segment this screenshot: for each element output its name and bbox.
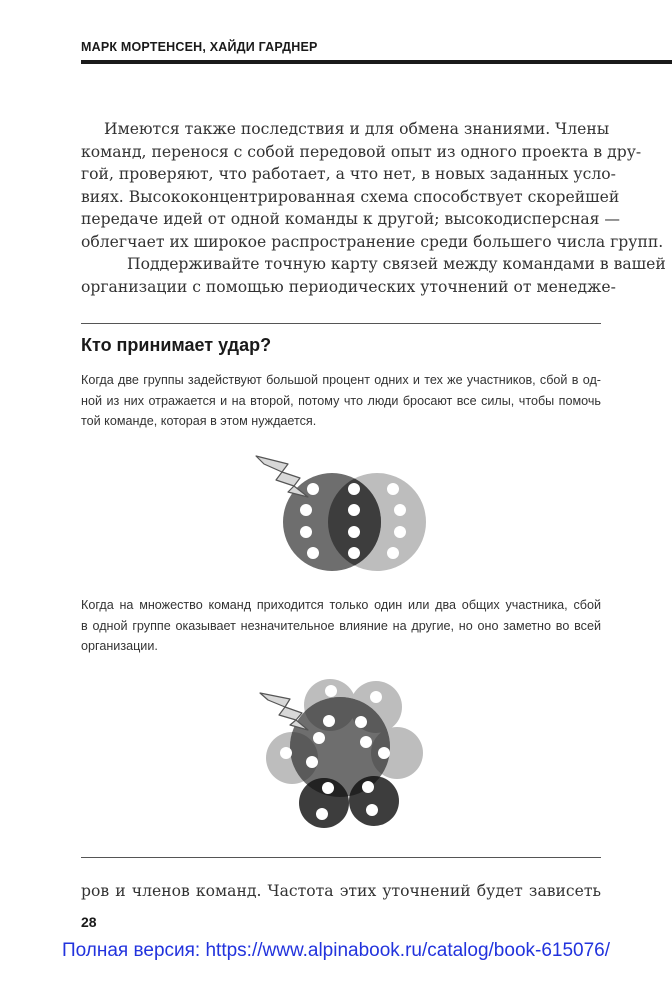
text-line: команд, перенося с собой передовой опыт из одного проекта в дру- — [81, 142, 642, 161]
text-line: ров и членов команд. Частота этих уточнений будет зависеть — [81, 882, 601, 900]
member-dot — [348, 547, 360, 559]
paragraph — [81, 253, 666, 276]
member-dot — [387, 547, 399, 559]
member-dot — [307, 483, 319, 495]
member-dot — [325, 685, 337, 697]
member-dot — [348, 483, 360, 495]
member-dot — [300, 526, 312, 538]
sidebar-title: Кто принимает удар? — [81, 335, 272, 355]
text-line: облегчает их широкое распространение среди большего числа групп. — [81, 232, 664, 251]
sidebar-top-rule — [81, 323, 601, 324]
running-head: МАРК МОРТЕНСЕН, ХАЙДИ ГАРДНЕР — [81, 40, 318, 54]
caption-line: ной из них отражается и на второй, потому что люди бросают все силы, чтобы помочь — [81, 393, 601, 408]
member-dot — [394, 526, 406, 538]
member-dot — [306, 756, 318, 768]
text-line: гой, проверяют, что работает, а что нет, в новых заданных усло- — [81, 165, 616, 183]
lightning-bolt-icon — [260, 693, 308, 730]
member-dot — [355, 716, 367, 728]
overlap-diagram-many-teams — [252, 675, 432, 835]
page-number: 28 — [81, 914, 97, 930]
caption-line: в одной группе оказывает незначительное влияние на другие, но оно заметно во всей — [81, 618, 601, 633]
member-dot — [360, 736, 372, 748]
member-dot — [378, 747, 390, 759]
sidebar-bottom-rule — [81, 857, 601, 858]
overlap-diagram-two-teams — [250, 450, 435, 575]
member-dot — [316, 808, 328, 820]
body-text-bottom — [81, 880, 601, 903]
member-dot — [307, 547, 319, 559]
member-dot — [348, 526, 360, 538]
member-dot — [280, 747, 292, 759]
caption-line: Когда на множество команд приходится только один или два общих участника, сбой — [81, 598, 601, 612]
text-line: организации с помощью периодических уточнений от менедже- — [81, 277, 616, 296]
caption-line: той команде, которая в этом нуждается. — [81, 414, 317, 428]
member-dot — [322, 782, 334, 794]
member-dot — [366, 804, 378, 816]
member-dot — [323, 715, 335, 727]
member-dot — [387, 483, 399, 495]
caption-line: Когда две группы задействуют большой процент одних и тех же участников, сбой в од- — [81, 373, 601, 387]
bolt-group — [256, 456, 308, 497]
promo-link[interactable]: Полная версия: https://www.alpinabook.ru/catalog/book-615076/ — [61, 940, 611, 961]
lightning-bolt-icon — [256, 456, 308, 497]
member-dot — [362, 781, 374, 793]
body-text-top — [81, 118, 666, 298]
caption-line: организации. — [81, 639, 158, 653]
sidebar-caption-2 — [81, 595, 601, 657]
text-line: Поддерживайте точную карту связей между командами в вашей — [127, 255, 666, 273]
bolt-group — [260, 693, 308, 730]
member-dot — [313, 732, 325, 744]
member-dot — [348, 504, 360, 516]
paragraph — [81, 118, 610, 141]
member-dot — [394, 504, 406, 516]
text-line: передаче идей от одной команды к другой; высокодисперсная — — [81, 210, 621, 228]
header-rule — [81, 60, 672, 64]
member-dot — [300, 504, 312, 516]
sidebar-caption-1 — [81, 370, 601, 432]
text-line: виях. Высококонцентрированная схема способствует скорейшей — [81, 187, 620, 206]
member-dot — [370, 691, 382, 703]
text-line: Имеются также последствия и для обмена знаниями. Члены — [104, 120, 610, 138]
